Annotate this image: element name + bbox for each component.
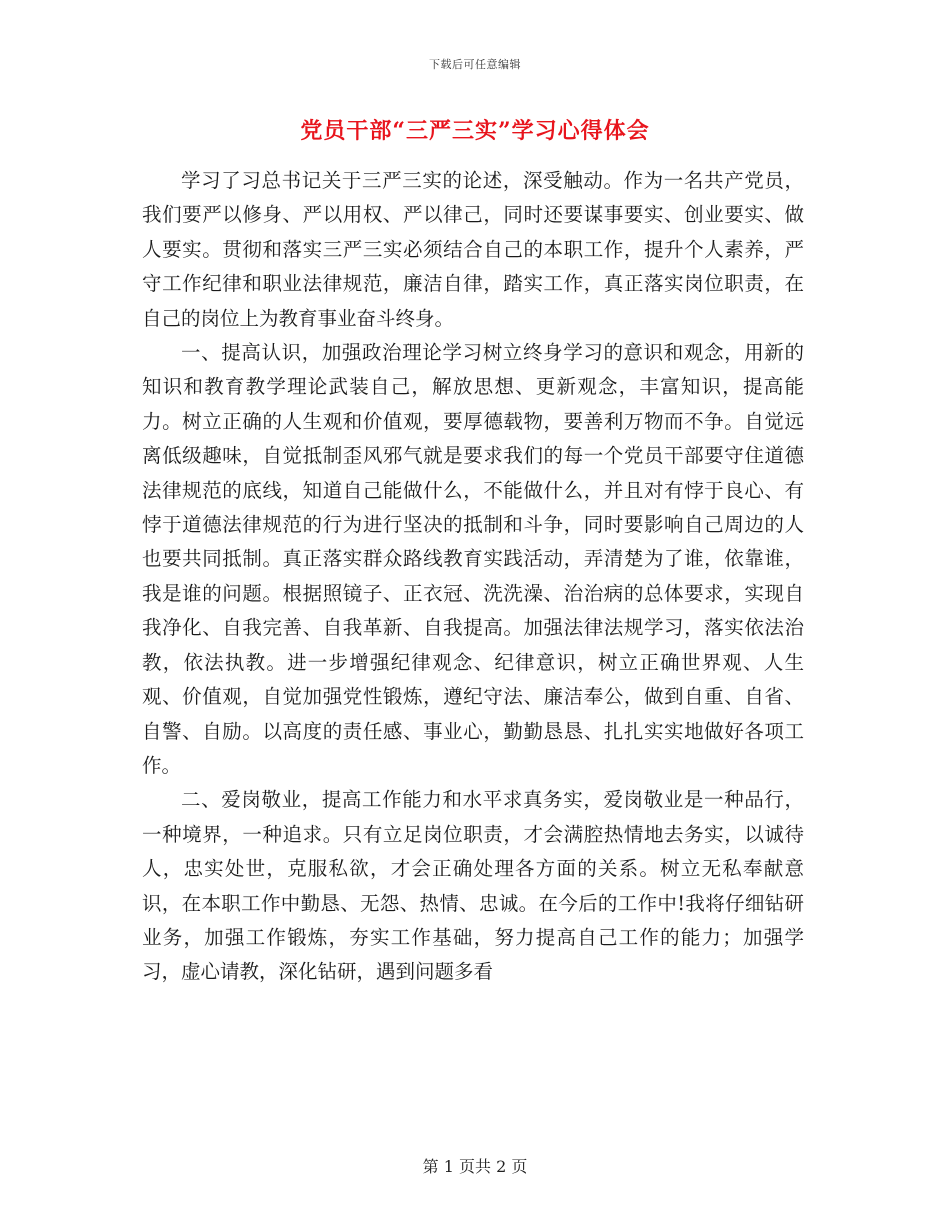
page-number-footer: 第 1 页共 2 页 bbox=[422, 1157, 528, 1176]
document-body bbox=[142, 164, 804, 990]
paragraph-section-2: 二、爱岗敬业，提高工作能力和水平求真务实，爱岗敬业是一种品行，一种境界，一种追求。只有立足岗位职责，才会满腔热情地去务实，以诚待人，忠实处世，克服私欲，才会正确处理各方面的关系。树立无私奉献意识，在本职工作中勤恳、无怨、热情、忠诚。在今后的工作中!我将仔细钻研业务，加强工作锻炼，夯实工作基础，努力提高自己工作的能力；加强学习，虚心请教，深化钻研，遇到问题多看 bbox=[142, 788, 804, 984]
paragraph-section-1: 一、提高认识，加强政治理论学习树立终身学习的意识和观念，用新的知识和教育教学理论武装自己，解放思想、更新观念，丰富知识，提高能力。树立正确的人生观和价值观，要厚德载物，要善利万物而不争。自觉远离低级趣味，自觉抵制歪风邪气就是要求我们的每一个党员干部要守住道德法律规范的底线，知道自己能做什么，不能做什么，并且对有悖于良心、有悖于道德法律规范的行为进行坚决的抵制和斗争，同时要影响自己周边的人也要共同抵制。真正落实群众路线教育实践活动，弄清楚为了谁，依靠谁，我是谁的问题。根据照镜子、正衣冠、洗洗澡、治治病的总体要求，实现自我净化、自我完善、自我革新、自我提高。加强法律法规学习，落实依法治教，依法执教。进一步增强纪律观念、纪律意识，树立正确世界观、人生观、价值观，自觉加强党性锻炼，遵纪守法、廉洁奉公，做到自重、自省、自警、自励。以高度的责任感、事业心，勤勤恳恳、扎扎实实地做好各项工作。 bbox=[142, 341, 804, 777]
paragraph-intro: 学习了习总书记关于三严三实的论述，深受触动。作为一名共产党员，我们要严以修身、严以用权、严以律己，同时还要谋事要实、创业要实、做人要实。贯彻和落实三严三实必须结合自己的本职工作，提升个人素养，严守工作纪律和职业法律规范，廉洁自律，踏实工作，真正落实岗位职责，在自己的岗位上为教育事业奋斗终身。 bbox=[142, 169, 804, 330]
header-note: 下载后可任意编辑 bbox=[429, 58, 521, 71]
document-title: 党员干部“三严三实”学习心得体会 bbox=[300, 118, 650, 144]
